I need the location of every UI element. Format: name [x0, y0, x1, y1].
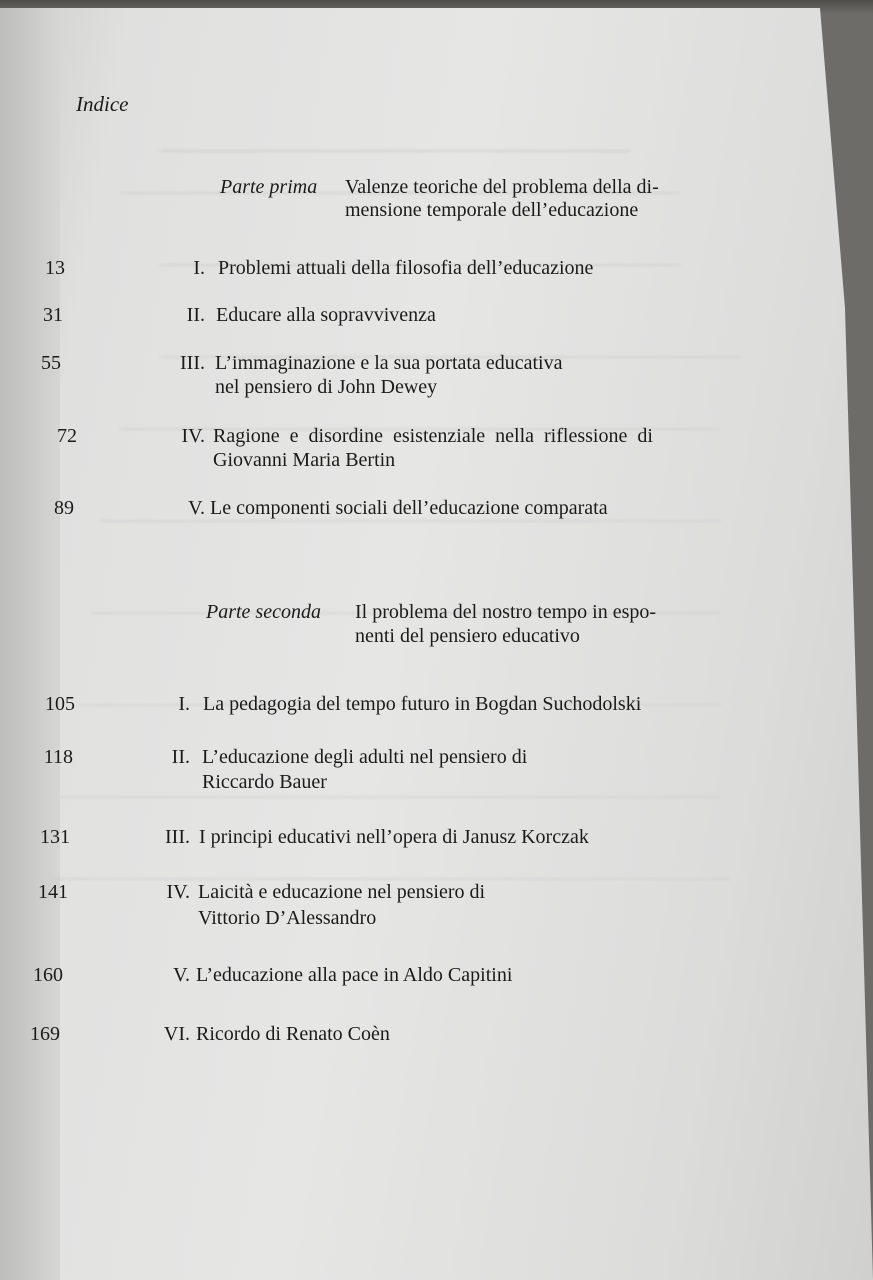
entry-title-continued: Giovanni Maria Bertin	[213, 449, 396, 471]
entry-title: Problemi attuali della filosofia dell’educazione	[218, 257, 594, 279]
entry-page-number: 169	[30, 1023, 60, 1045]
entry-title-continued: nel pensiero di John Dewey	[215, 376, 438, 398]
entry-page-number: 89	[54, 497, 74, 519]
entry-title: L’educazione degli adulti nel pensiero di	[202, 746, 528, 768]
part-two-title-line-1: Il problema del nostro tempo in espo-	[355, 601, 657, 623]
entry-chapter-numeral: IV.	[166, 881, 190, 903]
entry-title: L’immaginazione e la sua portata educativa	[215, 352, 563, 374]
entry-page-number: 141	[38, 881, 68, 903]
part-one-title-line-1: Valenze teoriche del problema della di-	[345, 176, 659, 198]
entry-page-number: 105	[45, 693, 75, 715]
entry-title: La pedagogia del tempo futuro in Bogdan Suchodolski	[203, 693, 642, 715]
entry-chapter-numeral: V.	[173, 964, 190, 986]
entry-chapter-numeral: III.	[165, 826, 190, 848]
entry-chapter-numeral: VI.	[163, 1023, 190, 1045]
entry-title: Laicità e educazione nel pensiero di	[198, 881, 486, 903]
entry-chapter-numeral: V.	[188, 497, 205, 519]
entry-page-number: 131	[40, 826, 70, 848]
entry-page-number: 118	[43, 746, 73, 768]
entry-title: L’educazione alla pace in Aldo Capitini	[196, 964, 513, 986]
entry-title: Ricordo di Renato Coèn	[196, 1023, 390, 1045]
entry-chapter-numeral: II.	[186, 304, 205, 326]
entry-page-number: 13	[45, 257, 65, 279]
entry-page-number: 31	[43, 304, 63, 326]
entry-title: I principi educativi nell’opera di Janusz Korczak	[199, 826, 589, 848]
part-one-label: Parte prima	[220, 176, 318, 198]
entry-title-continued: Vittorio D’Alessandro	[198, 907, 377, 929]
entry-title-continued: Riccardo Bauer	[202, 771, 327, 793]
part-two-title-line-2: nenti del pensiero educativo	[355, 625, 580, 647]
entry-title: Ragione e disordine esistenziale nella riflessione di	[213, 425, 653, 447]
entry-chapter-numeral: III.	[180, 352, 205, 374]
page-gutter-shadow	[0, 8, 60, 1280]
part-one-title-line-2: mensione temporale dell’educazione	[345, 199, 639, 221]
entry-title: Le componenti sociali dell’educazione comparata	[210, 497, 608, 519]
entry-page-number: 55	[41, 352, 61, 374]
entry-chapter-numeral: I.	[178, 693, 190, 715]
part-two-label: Parte seconda	[206, 601, 321, 623]
index-title: Indice	[76, 92, 129, 116]
entry-chapter-numeral: IV.	[181, 425, 205, 447]
entry-page-number: 72	[57, 425, 77, 447]
entry-chapter-numeral: II.	[171, 746, 190, 768]
entry-chapter-numeral: I.	[193, 257, 205, 279]
entry-page-number: 160	[33, 964, 63, 986]
entry-title: Educare alla sopravvivenza	[216, 304, 436, 326]
